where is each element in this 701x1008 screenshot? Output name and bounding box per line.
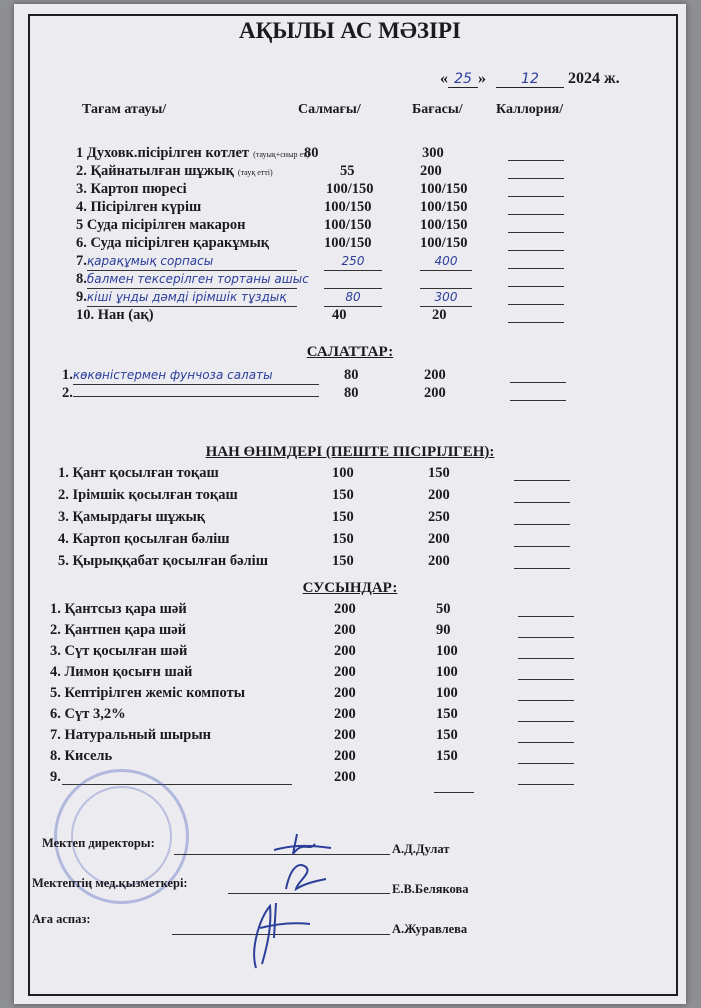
- drink-name: 9.: [50, 769, 61, 785]
- salad-name: 2.: [62, 384, 319, 402]
- page-title: АҚЫЛЫ АС МӘЗІРІ: [239, 18, 461, 43]
- main-item-price: 300: [420, 288, 472, 307]
- salads-title: САЛАТТАР:: [306, 344, 394, 360]
- main-item-weight: 100/150: [326, 181, 374, 197]
- main-item-weight: 100/150: [324, 217, 372, 233]
- main-item-name: 1 Духовк.пісірілген котлет (тауық+сиыр ет): [76, 145, 310, 161]
- drink-calories-blank: [518, 763, 574, 764]
- salad-price: 200: [424, 385, 446, 401]
- main-item-weight: 250: [324, 252, 382, 271]
- director-name: А.Д.Дулат: [392, 842, 450, 856]
- salad-calories-blank: [510, 382, 566, 383]
- main-item-name: 8.балмен тексерілген тортаны ашыс: [76, 271, 309, 287]
- main-item-price: 20: [432, 307, 447, 323]
- main-item-weight: 80: [324, 288, 382, 307]
- bakery-item-name: 5. Қырыққабат қосылған бәліш: [58, 553, 268, 569]
- header-name: Тағам атауы/: [82, 102, 167, 117]
- bakery-title: НАН ӨНІМДЕРІ (ПЕШТЕ ПІСІРІЛГЕН):: [205, 444, 495, 460]
- drink-price: 150: [436, 706, 458, 722]
- drink-weight: 200: [334, 706, 356, 722]
- date-year: 2024 ж.: [568, 70, 620, 87]
- drink-price: 100: [436, 685, 458, 701]
- bakery-item-name: 2. Ірімшік қосылған тоқаш: [58, 487, 238, 503]
- director-role: Мектеп директоры:: [42, 836, 155, 850]
- main-item-calories-blank: [508, 160, 564, 161]
- drink-name: 2. Қантпен қара шәй: [50, 622, 187, 638]
- drink-name: 7. Натуральный шырын: [50, 727, 212, 743]
- salad-price: 200: [424, 367, 446, 383]
- date-month: 12: [496, 71, 564, 88]
- main-item-name: 3. Картоп пюресі: [76, 181, 187, 197]
- main-item-weight: 100/150: [324, 235, 372, 251]
- main-item-calories-blank: [508, 232, 564, 233]
- salad-handwritten-name: көкөністермен фунчоза салаты: [73, 366, 319, 385]
- bakery-item-calories-blank: [514, 502, 570, 503]
- salad-calories-blank: [510, 400, 566, 401]
- drink-price: 150: [436, 727, 458, 743]
- bakery-item-weight: 150: [332, 553, 354, 569]
- drink-name: 1. Қантсыз қара шәй: [50, 601, 187, 617]
- main-item-price: 100/150: [420, 217, 468, 233]
- main-item-calories-blank: [508, 250, 564, 251]
- drink-weight: 200: [334, 664, 356, 680]
- drink-weight: 200: [334, 769, 356, 785]
- main-item-note: (тауық+сиыр ет): [253, 150, 310, 159]
- main-item-calories-blank: [508, 214, 564, 215]
- bakery-item-calories-blank: [514, 568, 570, 569]
- drink-calories-blank: [518, 637, 574, 638]
- main-item-weight: 100/150: [324, 199, 372, 215]
- header-calories: Каллория/: [496, 102, 564, 117]
- main-item-name: 10. Нан (ақ): [76, 307, 154, 323]
- main-item-name: 4. Пісірілген күріш: [76, 199, 202, 215]
- drink-weight: 200: [334, 748, 356, 764]
- main-item-name: 2. Қайнатылған шұжық (тауқ етті): [76, 163, 273, 179]
- header-weight: Салмағы/: [298, 102, 361, 117]
- bakery-item-calories-blank: [514, 524, 570, 525]
- bakery-item-weight: 150: [332, 531, 354, 547]
- chef-signature: [236, 898, 316, 973]
- drink-price: 100: [436, 643, 458, 659]
- drink-calories-blank: [518, 721, 574, 722]
- main-item-name: 7.қарақұмық сорпасы: [76, 252, 297, 270]
- drink-weight: 200: [334, 643, 356, 659]
- main-item-name: 5 Суда пісірілген макарон: [76, 217, 246, 233]
- main-item-price: 100/150: [420, 181, 468, 197]
- main-item-price: 400: [420, 252, 472, 271]
- bakery-item-price: 250: [428, 509, 450, 525]
- main-item-calories-blank: [508, 178, 564, 179]
- drinks-title: СУСЫНДАР:: [302, 580, 398, 596]
- drink-calories-blank: [518, 658, 574, 659]
- drink-weight: 200: [334, 685, 356, 701]
- main-item-weight: 55: [340, 163, 355, 179]
- main-item-calories-blank: [508, 196, 564, 197]
- bakery-item-price: 200: [428, 487, 450, 503]
- main-item-weight: 40: [332, 307, 347, 323]
- drink-calories-blank: [518, 700, 574, 701]
- chef-name: А.Журавлева: [392, 922, 468, 936]
- director-signature: [269, 830, 339, 860]
- bakery-item-price: 200: [428, 553, 450, 569]
- bakery-item-name: 3. Қамырдағы шұжық: [58, 509, 206, 525]
- bakery-item-weight: 100: [332, 465, 354, 481]
- main-item-name: 9.кіші ұнды дәмді ірімшік тұздық: [76, 288, 297, 306]
- drink-price: 50: [436, 601, 451, 617]
- drink-weight: 200: [334, 601, 356, 617]
- main-item-handwritten-name: балмен тексерілген тортаны ашыс: [87, 270, 297, 289]
- main-item-price: 300: [422, 145, 444, 161]
- drink-name: 6. Сүт 3,2%: [50, 706, 126, 722]
- bakery-item-weight: 150: [332, 487, 354, 503]
- drink-calories-blank: [518, 616, 574, 617]
- bakery-item-name: 4. Картоп қосылған бәліш: [58, 531, 230, 547]
- main-item-calories-blank: [508, 286, 564, 287]
- main-item-handwritten-name: қарақұмық сорпасы: [87, 252, 297, 271]
- nurse-name: Е.В.Белякова: [392, 882, 469, 896]
- drink-price: 90: [436, 622, 451, 638]
- main-item-weight: [324, 270, 382, 289]
- main-item-handwritten-name: кіші ұнды дәмді ірімшік тұздық: [87, 288, 297, 307]
- main-item-price: 100/150: [420, 235, 468, 251]
- bakery-item-calories-blank: [514, 480, 570, 481]
- chef-role: Аға аспаз:: [32, 912, 91, 926]
- drink-name: 8. Кисель: [50, 748, 113, 764]
- drink-name: 3. Сүт қосылған шәй: [50, 643, 188, 659]
- main-item-calories-blank: [508, 304, 564, 305]
- salad-handwritten-name: [73, 396, 319, 397]
- drink-calories-blank: [518, 679, 574, 680]
- nurse-role: Мектептің мед.қызметкері:: [32, 876, 188, 890]
- drink-name: 4. Лимон қосығн шай: [50, 664, 193, 680]
- header-price: Бағасы/: [412, 102, 463, 117]
- bakery-item-price: 200: [428, 531, 450, 547]
- main-item-calories-blank: [508, 268, 564, 269]
- main-item-price: [420, 270, 472, 289]
- drink-calories-blank: [518, 742, 574, 743]
- main-item-weight: 80: [304, 145, 319, 161]
- drink-weight: 200: [334, 727, 356, 743]
- nurse-signature: [276, 859, 336, 894]
- salad-weight: 80: [344, 367, 359, 383]
- bakery-item-weight: 150: [332, 509, 354, 525]
- drink-9-price-blank: [434, 792, 474, 793]
- main-item-price: 100/150: [420, 199, 468, 215]
- bakery-item-calories-blank: [514, 546, 570, 547]
- main-item-name: 6. Суда пісірілген қаракұмық: [76, 235, 270, 251]
- drink-price: 150: [436, 748, 458, 764]
- main-item-price: 200: [420, 163, 442, 179]
- drink-price: 100: [436, 664, 458, 680]
- drink-calories-blank: [518, 784, 574, 785]
- salad-weight: 80: [344, 385, 359, 401]
- salad-name: 1.көкөністермен фунчоза салаты: [62, 366, 319, 384]
- date-line: « 25 » 12 2024 ж.: [440, 70, 620, 87]
- drink-weight: 200: [334, 622, 356, 638]
- bakery-item-price: 150: [428, 465, 450, 481]
- drink-name: 5. Кептірілген жеміс компоты: [50, 685, 246, 701]
- main-item-note: (тауқ етті): [237, 168, 273, 177]
- menu-sheet: [14, 4, 686, 1004]
- main-item-calories-blank: [508, 322, 564, 323]
- date-day: 25: [448, 71, 478, 88]
- bakery-item-name: 1. Қант қосылған тоқаш: [58, 465, 219, 481]
